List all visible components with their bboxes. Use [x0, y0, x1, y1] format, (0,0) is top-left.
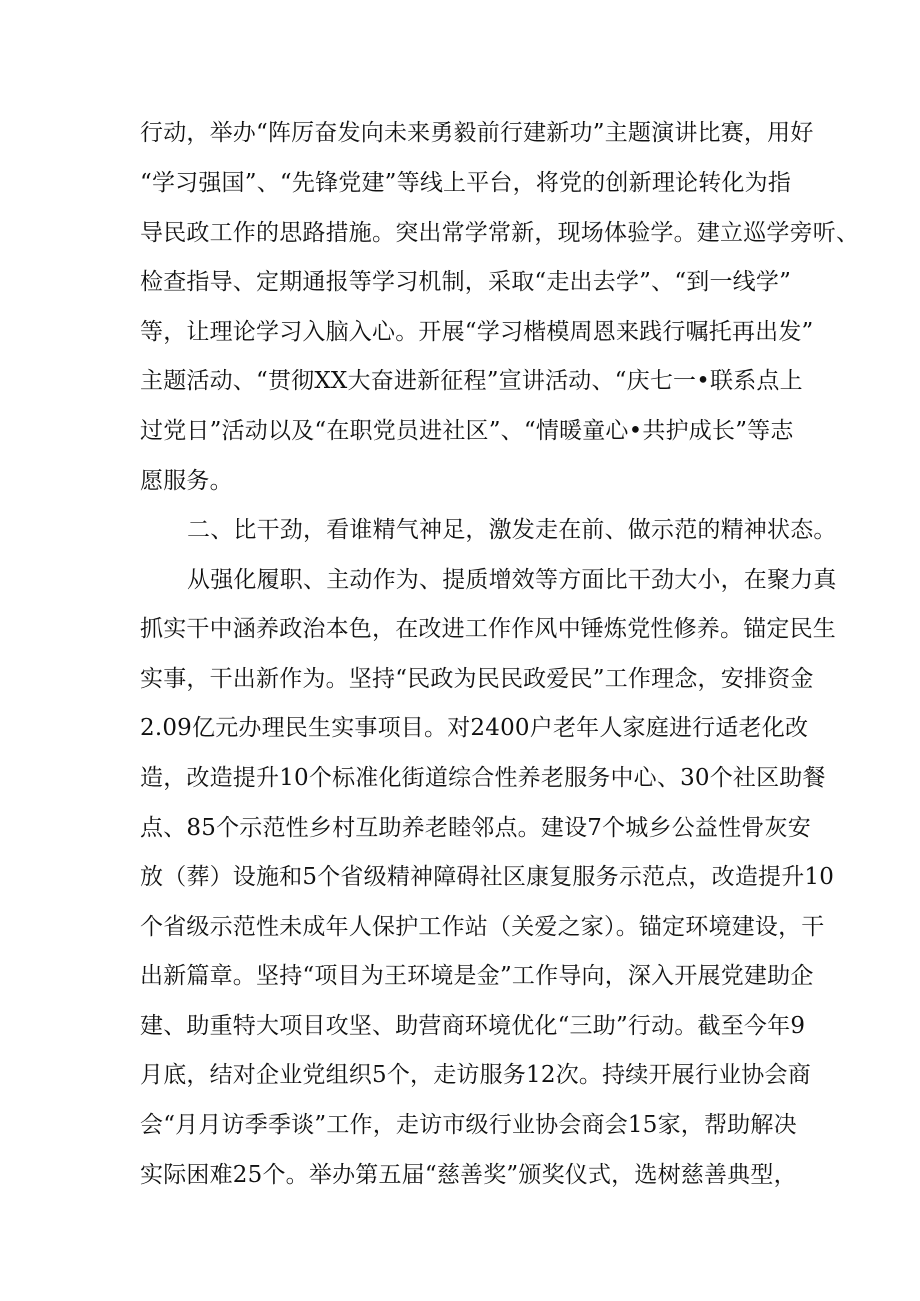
paragraph-line: 实际困难25个。举办第五届“慈善奖”颁奖仪式，选树慈善典型， — [140, 1162, 797, 1188]
paragraph-line: 建、助重特大项目攻坚、助营商环境优化“三助”行动。截至今年9 — [140, 1013, 806, 1039]
paragraph-line: “学习强国”、“先锋党建”等线上平台，将党的创新理论转化为指 — [140, 170, 792, 196]
paragraph-line: 抓实干中涵养政治本色，在改进工作作风中锤炼党性修养。锚定民生 — [140, 616, 836, 642]
paragraph-line: 过党日”活动以及“在职党员进社区”、“情暖童心•共护成长”等志 — [140, 418, 794, 444]
paragraph-line: 从强化履职、主动作为、提质增效等方面比干劲大小，在聚力真 — [187, 567, 837, 593]
paragraph-line: 主题活动、“贯彻XX大奋进新征程”宣讲活动、“庆七一•联系点上 — [140, 368, 803, 394]
paragraph-line: 会“月月访季季谈”工作，走访市级行业协会商会15家，帮助解决 — [140, 1112, 797, 1138]
paragraph-line: 愿服务。 — [140, 468, 233, 494]
paragraph-line: 月底，结对企业党组织5个，走访服务12次。持续开展行业协会商 — [140, 1062, 811, 1088]
paragraph-line: 导民政工作的思路措施。突出常学常新，现场体验学。建立巡学旁听、 — [140, 220, 860, 246]
paragraph-line: 造，改造提升10个标准化街道综合性养老服务中心、30个社区助餐 — [140, 765, 826, 791]
paragraph-line: 点、85个示范性乡村互助养老睦邻点。建设7个城乡公益性骨灰安 — [140, 815, 811, 841]
paragraph-line: 个省级示范性未成年人保护工作站（关爱之家）。锚定环境建设，干 — [140, 914, 825, 940]
paragraph-line: 放（葬）设施和5个省级精神障碍社区康复服务示范点，改造提升10 — [140, 864, 835, 890]
paragraph-line: 检查指导、定期通报等学习机制，采取“走出去学”、“到一线学” — [140, 269, 792, 295]
paragraph-line: 2.09亿元办理民生实事项目。对2400户老年人家庭进行适老化改 — [140, 715, 809, 741]
section-heading: 二、比干劲，看谁精气神足，激发走在前、做示范的精神状态。 — [187, 517, 837, 543]
paragraph-line: 等，让理论学习入脑入心。开展“学习楷模周恩来践行嘱托再出发” — [140, 319, 814, 345]
paragraph-line: 实事，干出新作为。坚持“民政为民民政爱民”工作理念，安排资金 — [140, 666, 814, 692]
paragraph-line: 出新篇章。坚持“项目为王环境是金”工作导向，深入开展党建助企 — [140, 963, 814, 989]
paragraph-line: 行动，举办“阵厉奋发向未来勇毅前行建新功”主题演讲比赛，用好 — [140, 120, 814, 146]
